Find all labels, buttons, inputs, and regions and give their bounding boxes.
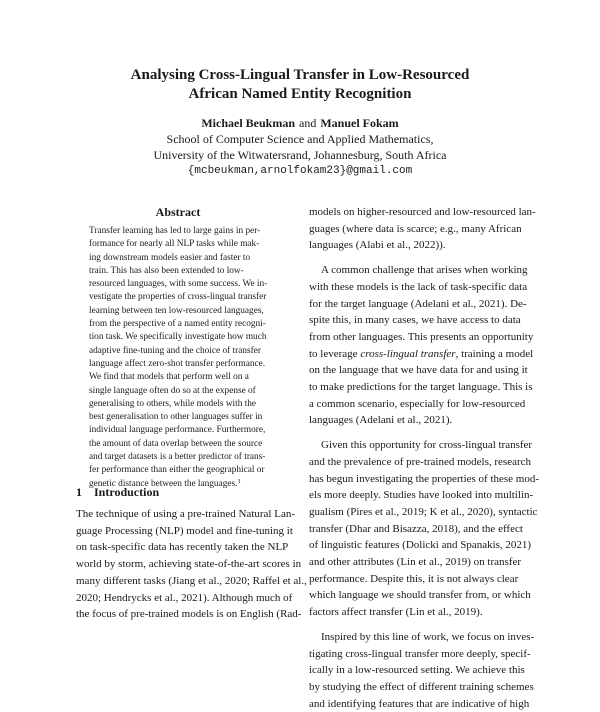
author-block (0, 115, 600, 179)
author-name: Michael Beukman (201, 116, 295, 130)
body-line: on task-specific data has recently taken the NLP (76, 541, 289, 554)
abstract-line: from the perspective of a named entity recogni- (89, 319, 266, 330)
paragraph-gap (309, 621, 529, 629)
body-line: performance. Despite this, it is not always clear (309, 572, 519, 585)
body-line (309, 262, 529, 279)
title-line: Analysing Cross-Lingual Transfer in Low-Resourced (130, 67, 470, 83)
abstract-line: Transfer learning has led to large gains in per- (89, 226, 261, 236)
right-column-body (309, 204, 540, 712)
body-line: the focus of pre-trained models is on English (Rad- (76, 608, 302, 621)
abstract-line: vestigate the properties of cross-lingual transfer (89, 292, 267, 303)
body-line: tigating cross-lingual transfer more deeply, specif- (309, 647, 531, 660)
body-line: world by storm, achieving state-of-the-art scores in (76, 558, 302, 571)
author-email: {mcbeukman,arnolfokam23}@gmail.com (187, 165, 413, 177)
abstract-line: fer performance than either the geographical or (89, 465, 265, 476)
footnote-marker: 1 (237, 477, 241, 485)
paragraph-gap (309, 429, 529, 437)
body-line: guage Processing (NLP) model and fine-tuning it (76, 524, 293, 537)
abstract-line: We find that models that perform well on a (89, 372, 249, 383)
body-line: to make predictions for the target language. This is (309, 381, 533, 394)
affiliation-line: School of Computer Science and Applied Mathematics, (166, 132, 434, 146)
body-line: by studying the effect of different training schemes (309, 680, 534, 693)
body-line: spite this, in many cases, we have access to data (309, 314, 521, 327)
body-line: models on higher-resourced and low-resourced lan- (309, 206, 536, 218)
paragraph-gap (309, 254, 529, 262)
abstract-line: train. This has also been extended to low- (89, 265, 244, 276)
body-line: languages (Alabi et al., 2022)). (309, 239, 446, 252)
abstract-line: learning between ten low-resourced languages, (89, 305, 264, 316)
abstract-line: single language often do so at the expense of (89, 385, 256, 396)
body-line: ically in a low-resourced setting. We achieve this (309, 664, 525, 677)
abstract-line: tion task. We specifically investigate how much (89, 332, 267, 343)
body-line: The technique of using a pre-trained Natural Lan- (76, 508, 295, 520)
abstract-line: individual language performance. Furthermore, (89, 425, 266, 436)
abstract-line: generalising to others, while models with the (89, 398, 257, 409)
title-line: African Named Entity Recognition (188, 86, 412, 102)
author-names (0, 115, 600, 131)
body-line: from other languages. This presents an opportunity (309, 330, 534, 343)
body-line-text: Inspired by this line of work, we focus on inves- (321, 630, 535, 643)
body-line (309, 629, 535, 646)
abstract-line: ing downstream models easier and faster to (89, 252, 251, 263)
body-line: languages (Adelani et al., 2021). (309, 414, 453, 427)
abstract-line: resourced languages, with some success. We in- (89, 279, 268, 290)
body-line: on the language that we have data for and using it (309, 364, 528, 377)
body-line: factors affect transfer (Lin et al., 2019). (309, 606, 483, 619)
abstract-line-text: genetic distance between the languages. (89, 478, 238, 489)
abstract-body (89, 225, 267, 491)
body-line: has begun investigating the properties of these mod- (309, 472, 540, 485)
abstract-line: formance for nearly all NLP tasks while mak- (89, 239, 260, 250)
body-line: gualism (Pires et al., 2019; K et al., 2020), syntactic (309, 505, 538, 518)
abstract-line: best generalisation to other languages suffer in (89, 412, 263, 423)
emphasized-term: cross-lingual transfer (360, 347, 456, 360)
section-number: 1 (76, 485, 82, 499)
body-line: and identifying features that are indicative of high (309, 697, 530, 710)
body-line (309, 346, 534, 363)
body-line-text: A common challenge that arises when working (321, 264, 528, 277)
section-heading-introduction (76, 485, 159, 500)
abstract-line: adaptive fine-tuning and the choice of transfer (89, 345, 261, 356)
author-name: Manuel Fokam (320, 116, 399, 130)
body-line: many different tasks (Jiang et al., 2020; Raffel et al., (76, 574, 307, 587)
body-line-text: to leverage (309, 347, 361, 360)
paper-title (0, 66, 600, 104)
abstract-line: language affect zero-shot transfer performance. (89, 358, 266, 369)
abstract-heading: Abstract (155, 205, 201, 219)
body-line: transfer (Dhar and Bisazza, 2018), and the effect (309, 522, 523, 535)
body-line: with these models is the lack of task-specific data (309, 280, 528, 293)
body-line: a common scenario, especially for low-resourced (309, 397, 526, 410)
body-line: and the prevalence of pre-trained models, research (309, 455, 532, 468)
body-line: which language we should transfer from, or which (309, 589, 531, 602)
affiliation-line: University of the Witwatersrand, Johannesburg, South Africa (153, 148, 447, 162)
author-conjunction: and (299, 116, 317, 130)
body-line-text: , training a model (455, 347, 534, 360)
body-line-text: Given this opportunity for cross-lingual transfer (321, 439, 533, 452)
abstract-line: the amount of data overlap between the source (89, 438, 263, 449)
body-line (309, 437, 533, 454)
body-line: for the target language (Adelani et al., 2021). De- (309, 297, 527, 310)
body-line: els more deeply. Studies have looked into multilin- (309, 489, 534, 502)
introduction-body (76, 506, 307, 623)
section-title: Introduction (94, 485, 160, 499)
body-line: guages (where data is scarce; e.g., many African (309, 222, 522, 235)
body-line: 2020; Hendrycks et al., 2021). Although much of (76, 591, 293, 604)
body-line: of linguistic features (Dolicki and Spanakis, 2021) (309, 539, 532, 552)
abstract-line: and target datasets is a better predictor of trans- (89, 452, 266, 463)
body-line: and other attributes (Lin et al., 2019) on transfer (309, 556, 521, 569)
